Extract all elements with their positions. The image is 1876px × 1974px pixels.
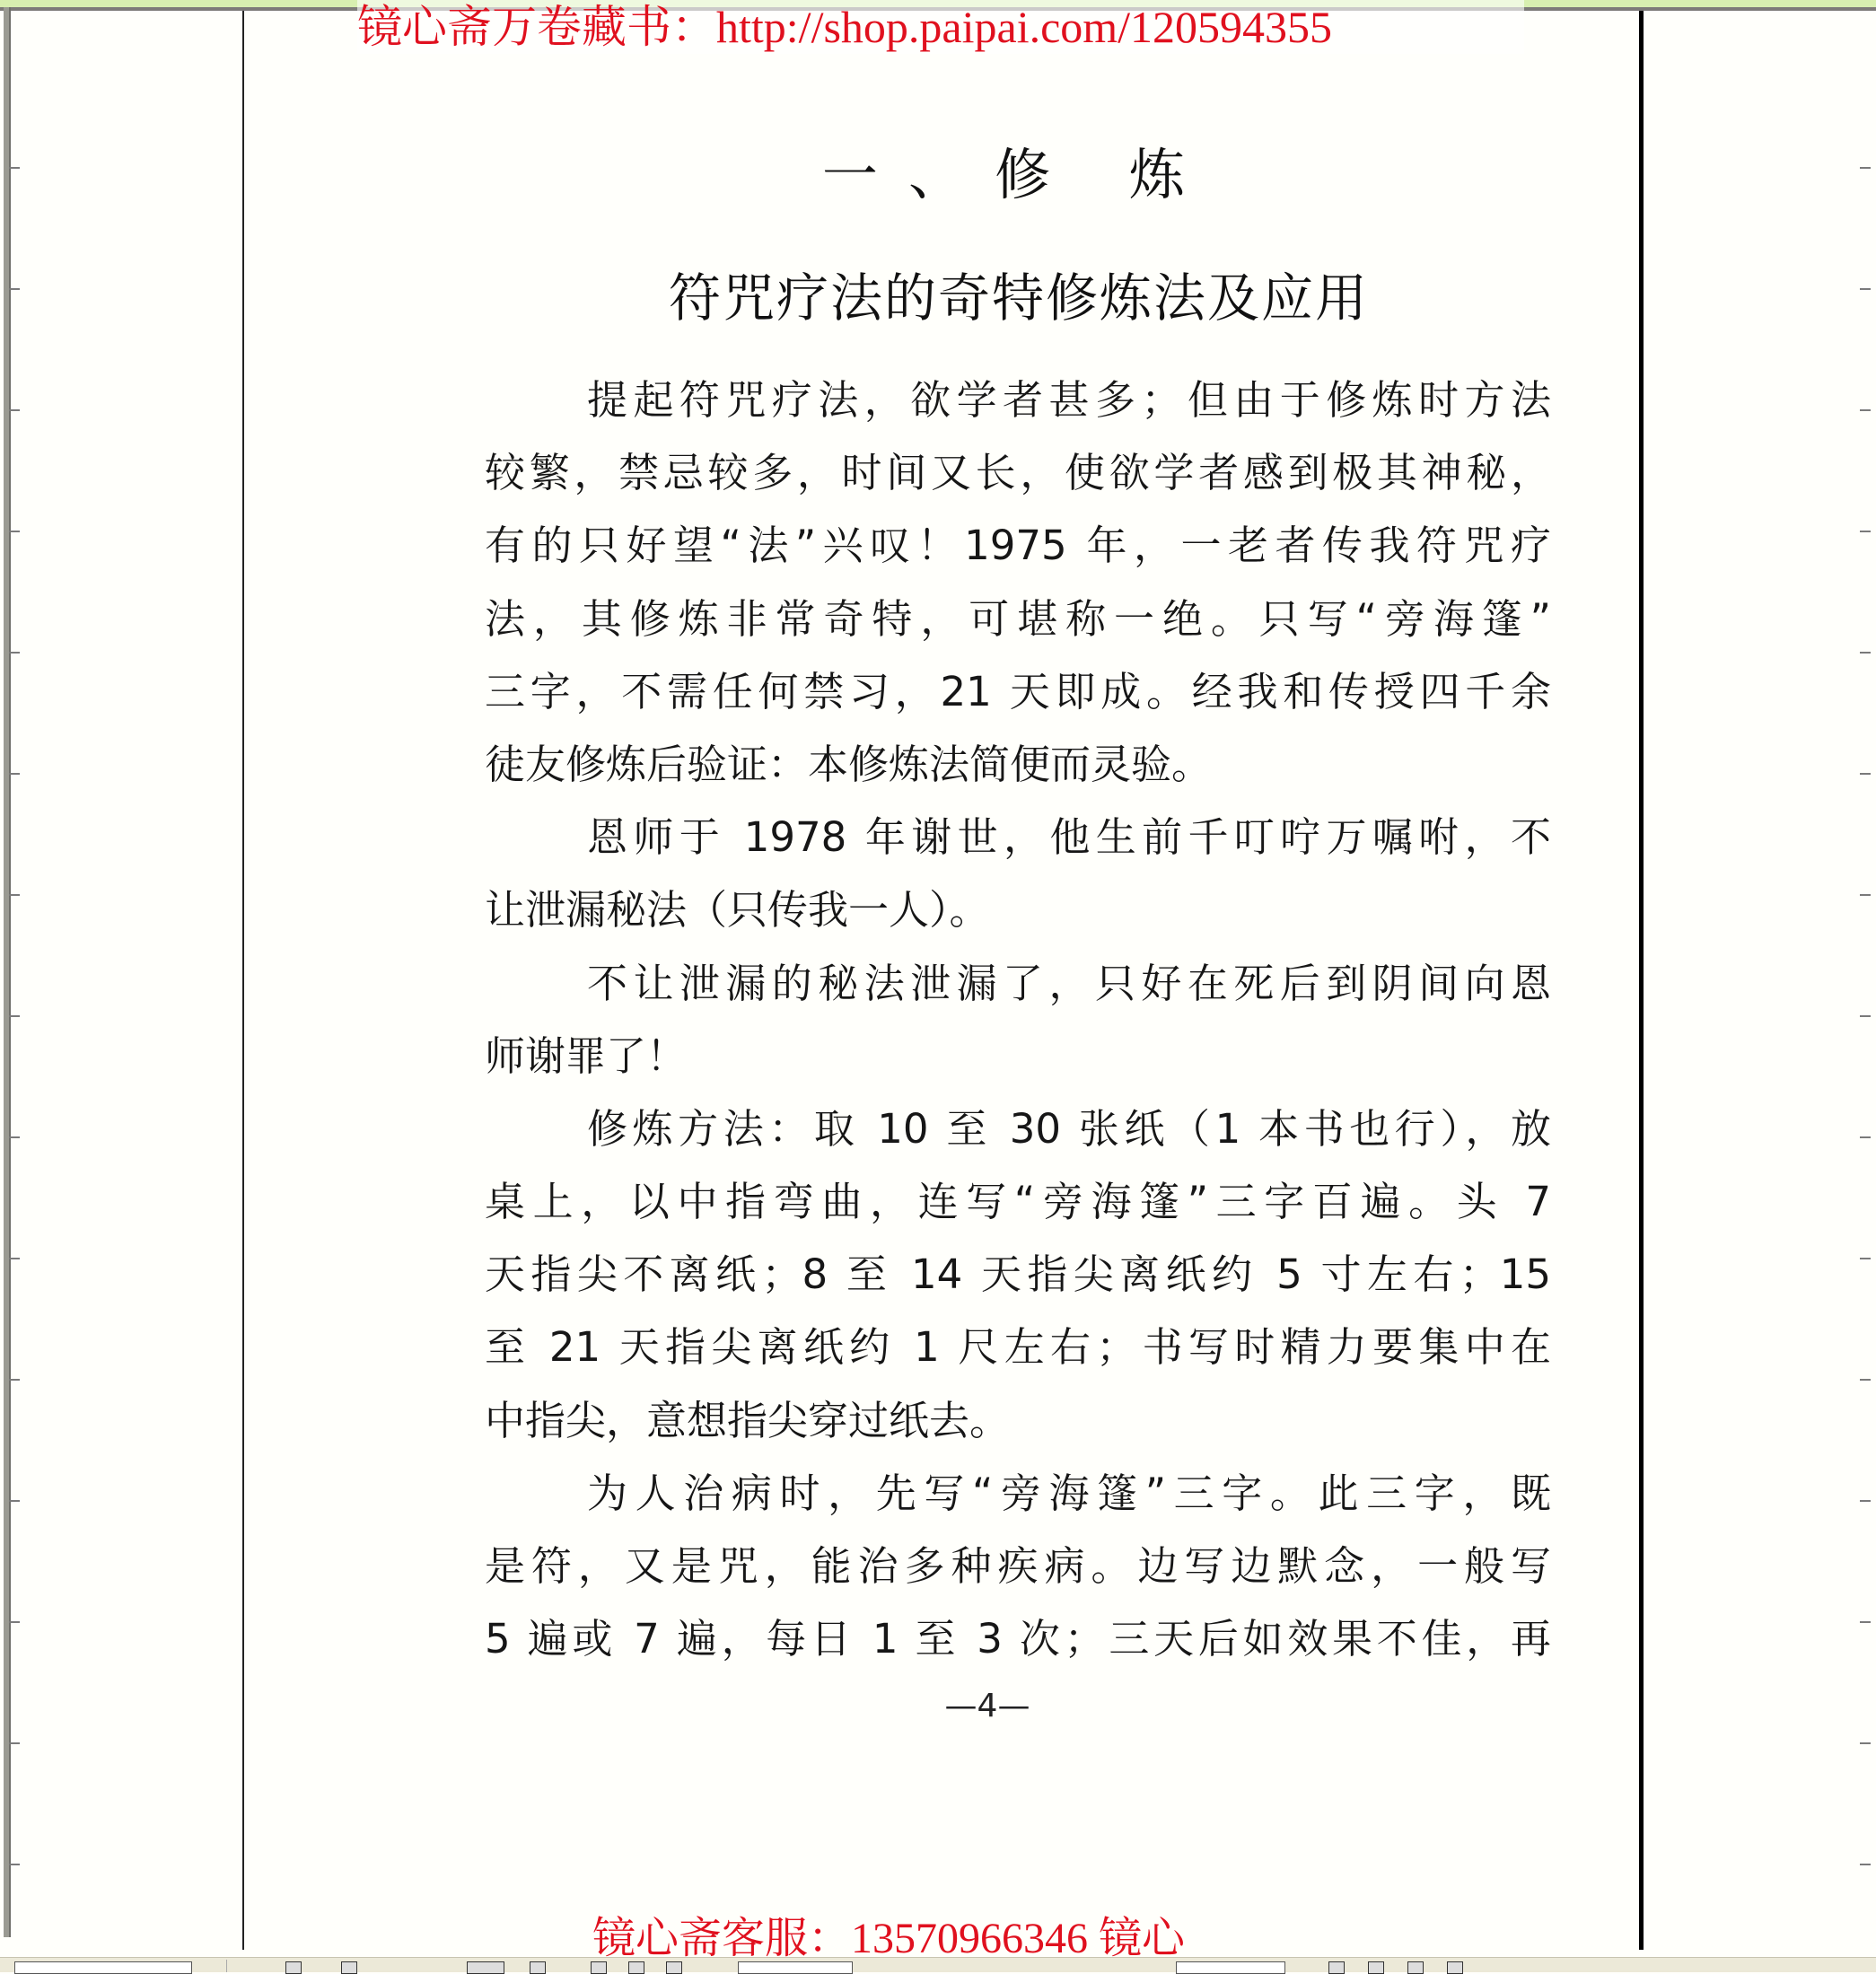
text-line: 是符，又是咒，能治多种疾病。边写边默念，一般写 bbox=[485, 1542, 1551, 1590]
ruler-tick bbox=[1860, 1379, 1871, 1381]
hand-tool-button[interactable] bbox=[341, 1961, 357, 1974]
text-line: 让泄漏秘法（只传我一人）。 bbox=[485, 886, 990, 934]
facing-view-button[interactable] bbox=[1407, 1961, 1424, 1974]
continuous-view-button[interactable] bbox=[1368, 1961, 1384, 1974]
text-line: 三字，不需任何禁习，21 天即成。经我和传授四千余 bbox=[485, 667, 1551, 715]
ruler-tick bbox=[9, 1379, 20, 1381]
ruler-tick bbox=[9, 531, 20, 532]
ruler-tick bbox=[9, 652, 20, 654]
text-line: 桌上，以中指弯曲，连写“旁海篷”三字百遍。头 7 bbox=[485, 1178, 1551, 1226]
document-body bbox=[485, 364, 1551, 1675]
single-page-view-button[interactable] bbox=[1328, 1961, 1345, 1974]
ruler-tick bbox=[1860, 1500, 1871, 1502]
status-separator bbox=[226, 1960, 227, 1972]
text-line: 较繁，禁忌较多，时间又长，使欲学者感到极其神秘， bbox=[485, 449, 1551, 497]
rotate-button[interactable] bbox=[530, 1961, 546, 1974]
section-title: 符咒疗法的奇特修炼法及应用 bbox=[668, 268, 1369, 329]
watermark-top: 镜心斋万卷藏书：http://shop.paipai.com/120594355 bbox=[357, 0, 1524, 54]
ruler-tick bbox=[1860, 1015, 1871, 1017]
text-line: 不让泄漏的秘法泄漏了，只好在死后到阴间向恩 bbox=[587, 959, 1551, 1007]
select-tool-button[interactable] bbox=[285, 1961, 302, 1974]
text-line: 中指尖，意想指尖穿过纸去。 bbox=[485, 1396, 1011, 1444]
ruler-tick bbox=[9, 1015, 20, 1017]
ruler-tick bbox=[9, 773, 20, 775]
continuous-facing-view-button[interactable] bbox=[1447, 1961, 1463, 1974]
ruler-tick bbox=[9, 1136, 20, 1138]
ruler-tick bbox=[1860, 894, 1871, 896]
ruler-tick bbox=[1860, 1258, 1871, 1259]
watermark-bottom: 镜心斋客服：13570966346 镜心 bbox=[592, 1915, 1186, 1962]
ruler-tick bbox=[1860, 652, 1871, 654]
zoom-field[interactable] bbox=[1176, 1961, 1285, 1974]
ruler-tick bbox=[9, 1864, 20, 1865]
text-line: 天指尖不离纸；8 至 14 天指尖离纸约 5 寸左右；15 bbox=[485, 1250, 1551, 1299]
text-line: 徒友修炼后验证：本修炼法简便而灵验。 bbox=[485, 740, 1213, 788]
text-line: 有的只好望“法”兴叹！1975 年，一老者传我符咒疗 bbox=[485, 522, 1551, 570]
text-line: 修炼方法：取 10 至 30 张纸（1 本书也行），放 bbox=[587, 1104, 1551, 1153]
ruler-tick bbox=[1860, 1864, 1871, 1865]
ruler-tick bbox=[1860, 1742, 1871, 1744]
text-line: 至 21 天指尖离纸约 1 尺左右；书写时精力要集中在 bbox=[485, 1323, 1551, 1372]
ruler-tick bbox=[1860, 531, 1871, 532]
ruler-tick bbox=[1860, 1136, 1871, 1138]
ruler-tick bbox=[1860, 409, 1871, 411]
ruler-tick bbox=[9, 1500, 20, 1502]
text-line: 法，其修炼非常奇特，可堪称一绝。只写“旁海篷” bbox=[485, 594, 1551, 643]
text-line: 为人治病时，先写“旁海篷”三字。此三字，既 bbox=[587, 1469, 1551, 1517]
ruler-tool-button[interactable] bbox=[467, 1961, 504, 1974]
ruler-tick bbox=[9, 894, 20, 896]
text-line: 恩师于 1978 年谢世，他生前千叮咛万嘱咐，不 bbox=[587, 813, 1551, 862]
ruler-tick bbox=[1860, 773, 1871, 775]
ruler-tick bbox=[9, 1258, 20, 1259]
ruler-tick bbox=[9, 1742, 20, 1744]
ruler-tick bbox=[9, 409, 20, 411]
page-number: —4— bbox=[944, 1688, 1030, 1724]
ruler-tick bbox=[1860, 1621, 1871, 1623]
ruler-tick bbox=[9, 1621, 20, 1623]
text-line: 提起符咒疗法，欲学者甚多；但由于修炼时方法 bbox=[587, 376, 1551, 424]
text-line: 师谢罪了！ bbox=[485, 1031, 688, 1080]
text-line: 5 遍或 7 遍，每日 1 至 3 次；三天后如效果不佳，再 bbox=[485, 1615, 1551, 1663]
status-page-field[interactable] bbox=[14, 1961, 192, 1974]
chapter-title: 一、修 炼 bbox=[821, 142, 1216, 207]
